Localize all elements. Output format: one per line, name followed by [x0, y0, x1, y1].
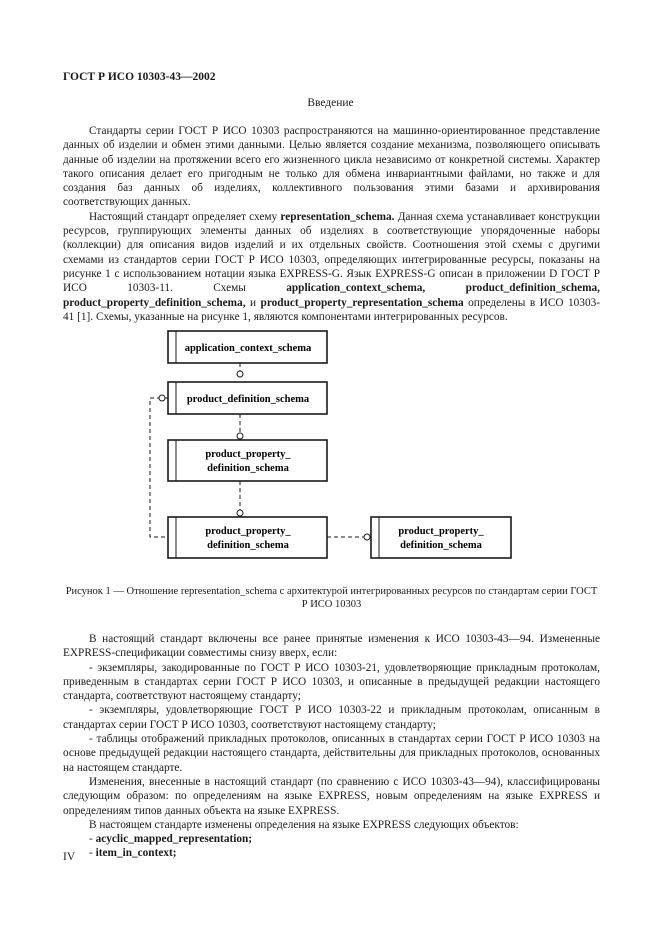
changes-text-block — [63, 632, 600, 861]
box4-label-line1: product_property_ — [205, 526, 291, 537]
box-product-property-definition-schema-1 — [168, 440, 327, 481]
section-title: Введение — [307, 97, 354, 109]
list-dash-2: - — [89, 847, 96, 860]
box1-label: application_context_schema — [184, 343, 312, 354]
box2-label: product_definition_schema — [186, 394, 310, 405]
box4-label-line2: definition_schema — [207, 540, 289, 551]
list-item-1 — [63, 832, 600, 846]
list-dash-1: - — [89, 833, 96, 846]
p2-text-2: Данная схема устанавливает конструкции ресурсов, группирующих элементы данных об изделиях в соответствующие упорядоченные наборы (коллекции) для описания видов изделий и их отдельных свойств. Соотношения этой схемы с другими схемами из стандартов серии ГОСТ Р ИСО 10303, определяющих интегрированные ресурсы, показаны на рисунке 1 с использованием нотации языка EXPRESS-G. Язык EXPRESS-G описан в приложении D ГОСТ Р ИСО 10303-11. Схемы — [63, 210, 600, 295]
box3-label-line2: definition_schema — [207, 463, 289, 474]
figure-1-diagram — [0, 320, 661, 582]
p2-bold-1: representation_schema. — [280, 210, 395, 223]
box3-label-line1: product_property_ — [205, 449, 291, 460]
paragraph-2 — [63, 210, 600, 324]
p2-bold-3: product_property_representation_schema — [260, 296, 464, 309]
p2-bold-2: application_context_schema, product_definition_schema, product_property_definition_schema, — [63, 282, 600, 309]
intro-text-block — [63, 124, 600, 324]
list-item-2-text: item_in_context; — [95, 847, 177, 860]
list-item-2 — [63, 846, 600, 860]
bullet-2: - экземпляры, удовлетворяющие ГОСТ Р ИСО 10303-22 и прикладным протоколам, описанным в стандартах серии ГОСТ Р ИСО 10303, соответствуют настоящему стандарту; — [63, 704, 600, 731]
document-header: ГОСТ Р ИСО 10303-43—2002 — [63, 71, 216, 83]
p2-text-3: и — [245, 296, 261, 309]
list-item-1-text: acyclic_mapped_representation; — [95, 833, 253, 846]
box5-label-line1: product_property_ — [398, 526, 484, 537]
p2-text-1: Настоящий стандарт определяет схему — [89, 210, 281, 223]
box5-label-line2: definition_schema — [400, 540, 482, 551]
page-number: IV — [63, 851, 76, 863]
paragraph-1: Стандарты серии ГОСТ Р ИСО 10303 распространяются на машинно-ориентированное представление данных об изделии и обмен этими данными. Целью является создание механизма, позволяющего описывать данные об изделии на протяжении всего его жизненного цикла независимо от конкретной системы. Характер такого описания делает его пригодным не только для обмена инвариантными файлами, но также и для создания баз данных об изделиях, коллективного пользования этими базами и архивирования соответствующих данных. — [63, 125, 600, 209]
box-product-property-definition-schema-2 — [168, 517, 327, 558]
paragraph-4: Изменения, внесенные в настоящий стандарт (по сравнению с ИСО 10303-43—94), классифицированы следующим образом: по определениям на языке EXPRESS, новым определениям на языке EXPRESS и определениям типов данных объекта на языке EXPRESS. — [63, 775, 600, 817]
paragraph-3: В настоящий стандарт включены все ранее принятые изменения к ИСО 10303-43—94. Измененные EXPRESS-спецификации совместимы снизу вверх, если: — [63, 633, 600, 660]
box-product-property-definition-schema-3 — [371, 517, 511, 558]
p2-text-4: определены в ИСО 10303-41 [1]. Схемы, указанные на рисунке 1, являются компонентами интегрированных ресурсов. — [63, 296, 600, 323]
bullet-3: - таблицы отображений прикладных протоколов, описанных в стандартах серии ГОСТ Р ИСО 10303 на основе предыдущей редакции настоящего стандарта, действительны для прикладных протоколов, основанных на настоящем стандарте. — [63, 733, 600, 774]
paragraph-5: В настоящем стандарте изменены определения на языке EXPRESS следующих объектов: — [89, 818, 519, 831]
figure-caption: Рисунок 1 — Отношение representation_schema с архитектурой интегрированных ресурсов по стандартам серии ГОСТ Р ИСО 10303 — [65, 586, 598, 610]
bullet-1: - экземпляры, закодированные по ГОСТ Р ИСО 10303-21, удовлетворяющие прикладным протоколам, приведенным в стандартах серии ГОСТ Р ИСО 10303, и описанные в предыдущей редакции настоящего стандарта, соответствуют настоящему стандарту; — [63, 661, 600, 703]
